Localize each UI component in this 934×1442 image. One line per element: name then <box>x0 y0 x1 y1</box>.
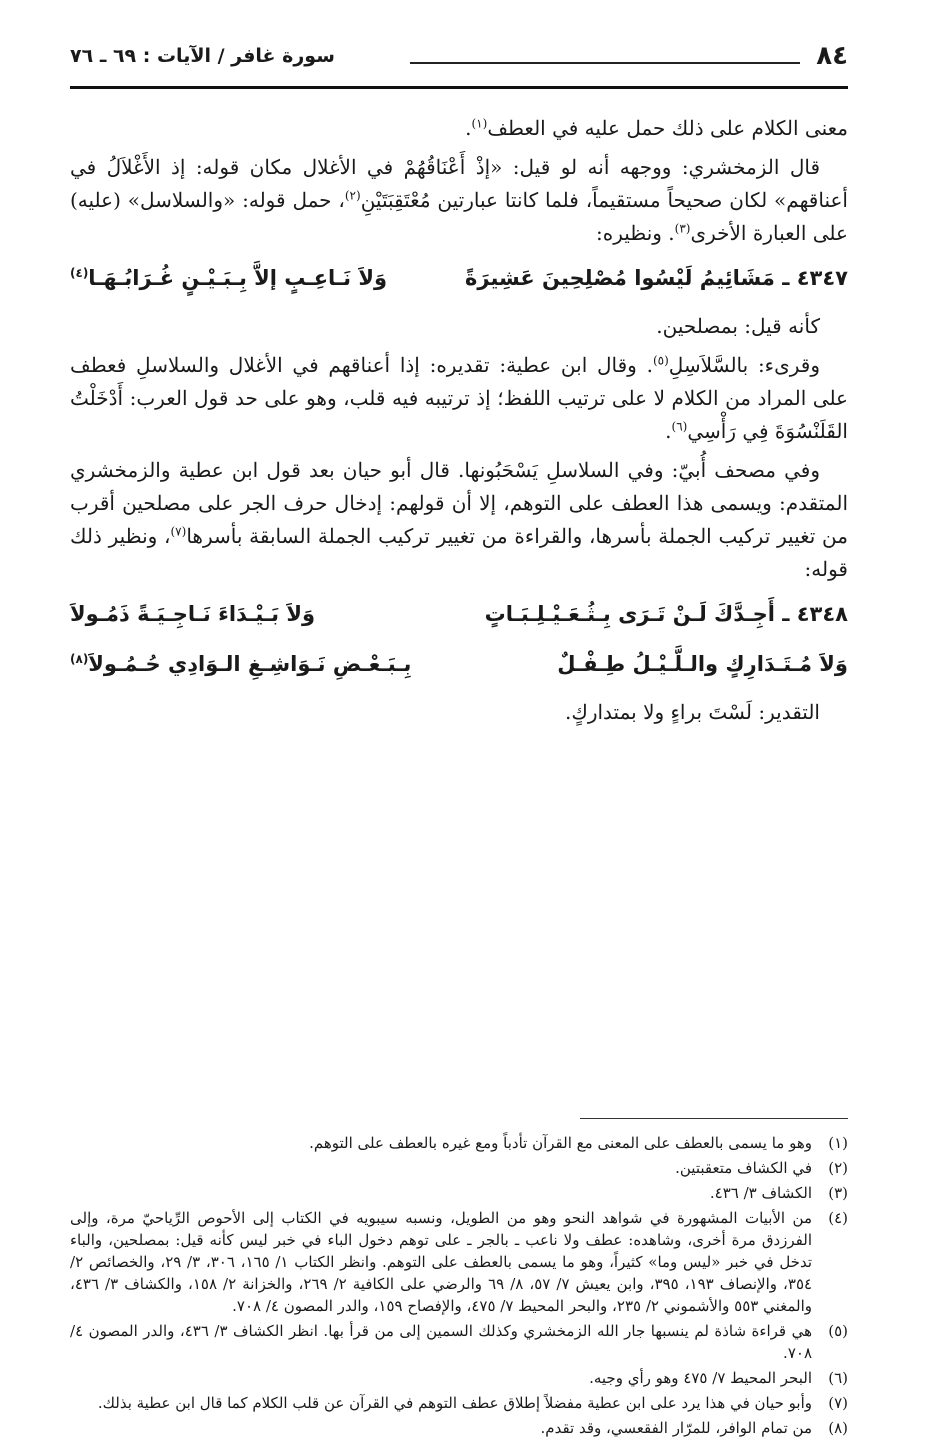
footnote-ref: (٤) <box>70 266 89 280</box>
footnote-ref: (٨) <box>70 652 89 666</box>
header-divider <box>70 86 848 89</box>
footnote-item: (٤) من الأبيات المشهورة في شواهد النحو وهو من الطويل، ونسبه سيبويه في الكتاب إلى الأحوص الرِّياحيّ مرة، وإلى الفرزدق مرة أخرى، وشاهده: عطف ولا ناعب ـ بالجر ـ على توهم دخول الباء في خبر ليس كأنه قيل: بمصلحين، والباء تدخل في خبر «ليس وما» كثيراً، وهو ما يسمى بالعطف على التوهم. وانظر الكتاب ١/ ١٦٥، ٣٠٦، ٣/ ٢٩، والخصائص ٢/ ٣٥٤، والإنصاف ١٩٣، ٣٩٥، وابن يعيش ٧/ ٥٧، ٨/ ٦٩ والرضي على الكافية ٢/ ٢٦٩، والخزانة ٢/ ١٥٨، والكشاف ٣/ ٤٣٦، والمغني ٥٥٣ والأشموني ٢/ ٢٣٥، والبحر المحيط ٧/ ٤٧٥، والإفصاح ١٥٩، والدر المصون ٤/ ٧٠٨. <box>70 1209 848 1315</box>
paragraph-3: كأنه قيل: بمصلحين. <box>656 314 820 338</box>
footnote-divider <box>580 1118 848 1119</box>
footnote-item: (٣) الكشاف ٣/ ٤٣٦. <box>709 1184 848 1202</box>
footnote-item: (٢) في الكشاف متعقبتين. <box>675 1159 848 1177</box>
verse-hemistich-left: بِـبَـعْـضِ نَـوَاشِـغِ الـوَادِي حُـمُـولاَ$^{(٨)}$ <box>70 652 412 676</box>
footnote-ref: (٣) <box>674 221 691 236</box>
verse-4348-line-2 <box>70 646 848 682</box>
footnote-item: (١) وهو ما يسمى بالعطف على المعنى مع القرآن تأدباً ومع غيره بالعطف على التوهم. <box>309 1134 848 1152</box>
paragraph-4: وقرىء: بالسَّلاَسِلِ$^{(٥)}$. وقال ابن عطية: تقديره: إذا أعناقهم في الأغلال والسلاسلِ فعطف على المراد من الكلام لا على ترتيب اللفظ؛ إذ ترتيبه فيه قلب، وهو على حد قول العرب: أَدْخَلْتُ القَلَنْسُوَةَ فِي رَأْسِي$^{(٦)}$. <box>70 353 848 443</box>
footnote-item: (٧) وأبو حيان في هذا يرد على ابن عطية مفضلاً إطلاق عطف التوهم في القرآن عن قلب الكلام كما قال ابن عطية بذلك. <box>97 1394 848 1412</box>
footnote-item: (٦) البحر المحيط ٧/ ٤٧٥ وهو رأي وجيه. <box>589 1369 848 1387</box>
verse-hemistich-left: وَلاَ بَـيْـدَاءَ نَـاجِـيَـةً ذَمُـولاَ <box>70 602 316 626</box>
footnotes <box>70 1132 848 1442</box>
footnote-ref: (١) <box>471 116 488 131</box>
paragraph-5: وفي مصحف أُبيّ: وفي السلاسلِ يَسْحَبُونها. قال أبو حيان بعد قول ابن عطية والزمخشري المتقدم: ويسمى هذا العطف على التوهم، إلا أن قولهم: إدخال حرف الجر على مصلحين أقرب من تغيير تركيب الجملة بأسرها، والقراءة من تغيير تركيب الجملة السابقة بأسرها$^{(٧)}$، ونظير ذلك قوله: <box>70 458 848 581</box>
footnote-item: (٨) من تمام الوافر، للمرّار الفقعسي، وقد تقدم. <box>540 1419 848 1437</box>
verse-hemistich-right: وَلاَ مُـتَـدَارِكٍ والـلَّـيْـلُ طِـفْـلٌ <box>557 652 848 676</box>
verse-4348-line-1 <box>70 596 848 632</box>
footnote-ref: (٢) <box>344 188 361 203</box>
running-title: سورة غافر / الآيات : ٦٩ ـ ٧٦ <box>70 45 335 67</box>
footnote-ref: (٦) <box>671 419 688 434</box>
paragraph-6: التقدير: لَسْتَ براءٍ ولا بمتداركٍ. <box>565 700 820 724</box>
verse-hemistich-right: ٤٣٤٨ ـ أَجِـدَّكَ لَـنْ تَـرَى بِـثُـعَـيْـلِـبَـاتٍ <box>484 602 848 626</box>
verse-hemistich-right: ٤٣٤٧ ـ مَشَائِيمُ لَيْسُوا مُصْلِحِينَ عَشِيرَةً <box>464 266 848 290</box>
page-number: ٨٤ <box>816 41 848 71</box>
verse-4347 <box>70 260 848 296</box>
page-header <box>70 36 848 76</box>
footnote-ref: (٧) <box>170 524 187 539</box>
paragraph-2: قال الزمخشري: ووجهه أنه لو قيل: «إذْ أَعْنَاقُهُمْ في الأغلال مكان قوله: إذ الأَغْلاَلُ في أعناقهم» لكان صحيحاً مستقيماً، فلما كانتا عبارتين مُعْتَقِبَتَيْنِ$^{(٢)}$، حمل قوله: «والسلاسل» (عليه) على العبارة الأخرى$^{(٣)}$. ونظيره: <box>70 155 848 245</box>
footnote-ref: (٥) <box>652 353 669 368</box>
header-rule <box>410 62 800 64</box>
main-text <box>70 112 848 735</box>
verse-hemistich-left: وَلاَ نَـاعِـبٍ إلاَّ بِـبَـيْـنٍ غُـرَابُـهَـا$^{(٤)}$ <box>70 266 388 290</box>
paragraph-1: معنى الكلام على ذلك حمل عليه في العطف$^{(١)}$. <box>465 116 848 140</box>
footnote-item: (٥) هي قراءة شاذة لم ينسبها جار الله الزمخشري وكذلك السمين إلى من قرأ بها. انظر الكشاف ٣/ ٤٣٦، والدر المصون ٤/ ٧٠٨. <box>70 1322 848 1362</box>
